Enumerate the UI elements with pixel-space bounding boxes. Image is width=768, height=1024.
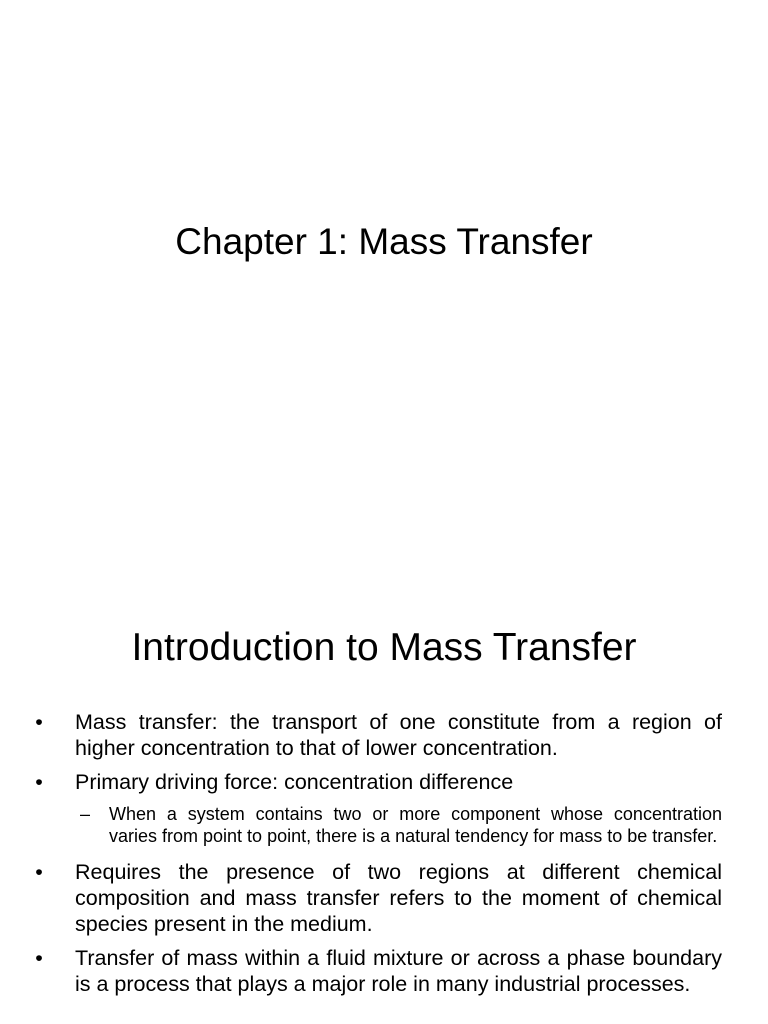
bullet-marker: • (35, 770, 43, 794)
bullet-text: Primary driving force: concentration difference (75, 770, 514, 794)
bullet-list (0, 709, 768, 1005)
slide-title: Introduction to Mass Transfer (131, 626, 637, 669)
content-slide (0, 576, 768, 1024)
bullet-item (35, 769, 722, 795)
bullet-text: Mass transfer: the transport of one constitute from a region of higher concentration to that of lower concentration. (75, 710, 722, 760)
chapter-title: Chapter 1: Mass Transfer (175, 221, 593, 262)
sub-bullet-marker: – (80, 804, 91, 824)
bullet-marker: • (35, 946, 43, 970)
bullet-marker: • (35, 710, 43, 734)
bullet-marker: • (35, 860, 43, 884)
sub-bullet-text: When a system contains two or more component whose concentration varies from point to point, there is a natural tendency for mass to be transfer. (109, 804, 722, 846)
bullet-item (35, 859, 722, 937)
bullet-item (35, 709, 722, 761)
sub-bullet-item (80, 803, 722, 847)
bullet-text: Requires the presence of two regions at different chemical composition and mass transfer refers to the moment of chemical species present in the medium. (75, 860, 722, 936)
bullet-item (35, 945, 722, 997)
bullet-text: Transfer of mass within a fluid mixture or across a phase boundary is a process that plays a major role in many industrial processes. (75, 946, 722, 996)
